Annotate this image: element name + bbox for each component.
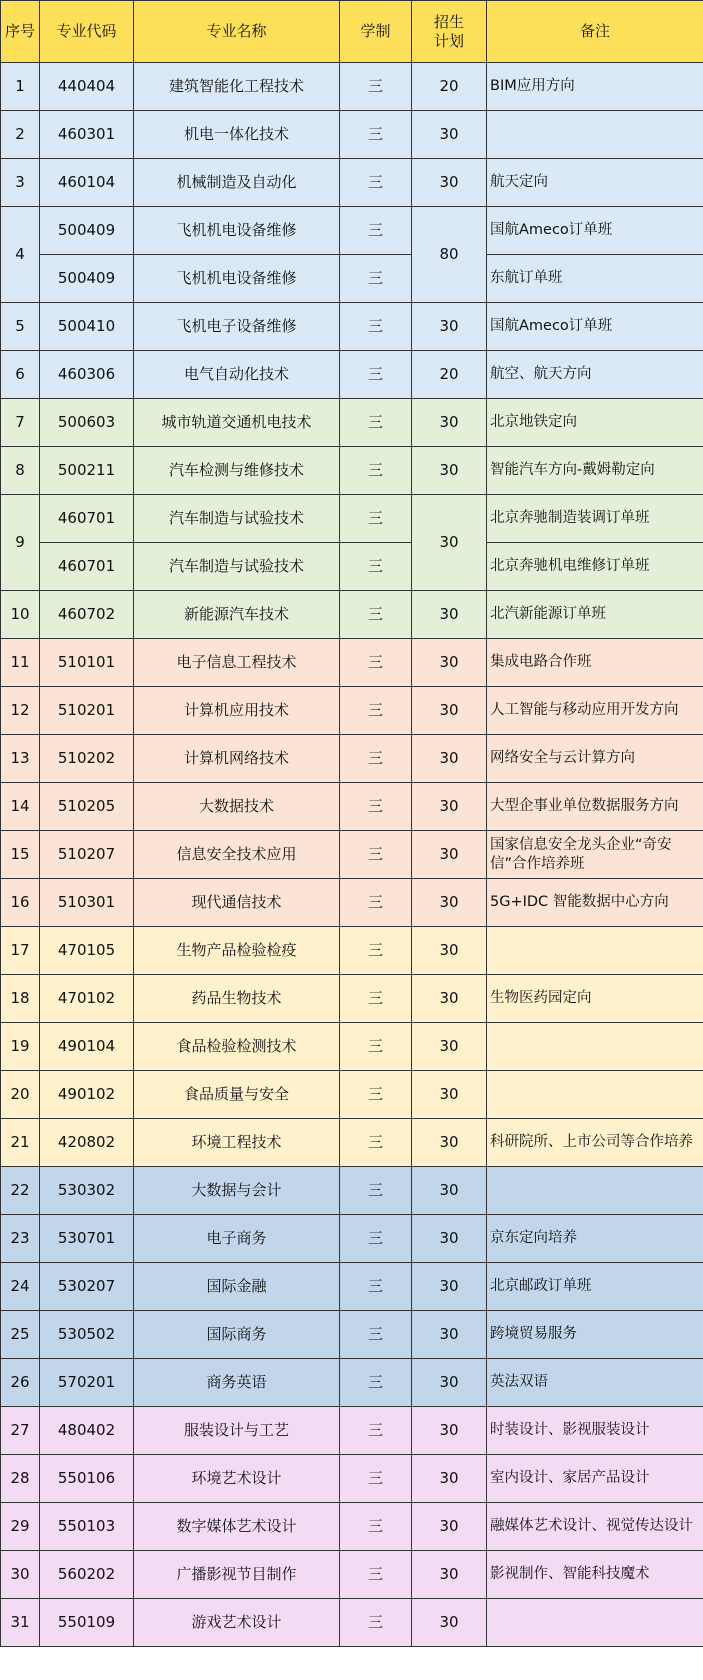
header-plan-line1: 招生: [433, 12, 464, 31]
table-row: [1, 687, 703, 735]
cell-name: 游戏艺术设计: [134, 1599, 340, 1647]
cell-no: 10: [1, 591, 40, 639]
cell-note: 科研院所、上市公司等合作培养: [487, 1119, 703, 1167]
cell-code: 460701: [40, 543, 134, 591]
cell-note: [487, 1023, 703, 1071]
cell-plan: 30: [412, 111, 487, 159]
cell-no: 3: [1, 159, 40, 207]
cell-plan: 30: [412, 1167, 487, 1215]
cell-code: 470105: [40, 927, 134, 975]
table-row: [1, 639, 703, 687]
table-row: [1, 1119, 703, 1167]
cell-code: 490104: [40, 1023, 134, 1071]
cell-name: 飞机机电设备维修: [134, 207, 340, 255]
cell-no: 30: [1, 1551, 40, 1599]
cell-code: 530502: [40, 1311, 134, 1359]
cell-code: 510201: [40, 687, 134, 735]
cell-years: 三: [340, 927, 412, 975]
cell-no: 5: [1, 303, 40, 351]
cell-note: 集成电路合作班: [487, 639, 703, 687]
table-row: [1, 351, 703, 399]
cell-no: 6: [1, 351, 40, 399]
cell-name: 服装设计与工艺: [134, 1407, 340, 1455]
cell-no: 11: [1, 639, 40, 687]
cell-years: 三: [340, 399, 412, 447]
cell-no: 18: [1, 975, 40, 1023]
cell-name: 环境艺术设计: [134, 1455, 340, 1503]
cell-name: 机械制造及自动化: [134, 159, 340, 207]
cell-years: 三: [340, 1263, 412, 1311]
cell-code: 460301: [40, 111, 134, 159]
cell-years: 三: [340, 447, 412, 495]
cell-plan: 30: [412, 1023, 487, 1071]
cell-code: 440404: [40, 63, 134, 111]
cell-plan: 30: [412, 1215, 487, 1263]
cell-code: 560202: [40, 1551, 134, 1599]
cell-years: 三: [340, 63, 412, 111]
cell-code: 510205: [40, 783, 134, 831]
table-row: [1, 1263, 703, 1311]
cell-plan: 30: [412, 1599, 487, 1647]
cell-note: 5G+IDC 智能数据中心方向: [487, 879, 703, 927]
cell-no: 7: [1, 399, 40, 447]
cell-code: 550109: [40, 1599, 134, 1647]
cell-note: 北京地铁定向: [487, 399, 703, 447]
table-row: [1, 1407, 703, 1455]
cell-code: 510207: [40, 831, 134, 879]
header-code: 专业代码: [40, 1, 134, 63]
cell-code: 510202: [40, 735, 134, 783]
cell-plan: 30: [412, 687, 487, 735]
cell-no: 9: [1, 495, 40, 591]
table-row: [1, 1023, 703, 1071]
cell-name: 数字媒体艺术设计: [134, 1503, 340, 1551]
table-row: [1, 783, 703, 831]
cell-years: 三: [340, 879, 412, 927]
table-row: [1, 1215, 703, 1263]
cell-years: 三: [340, 735, 412, 783]
cell-years: 三: [340, 1503, 412, 1551]
table-row: [1, 255, 703, 303]
cell-plan: 30: [412, 1551, 487, 1599]
cell-plan: 30: [412, 1407, 487, 1455]
cell-code: 480402: [40, 1407, 134, 1455]
cell-name: 环境工程技术: [134, 1119, 340, 1167]
cell-note: 融媒体艺术设计、视觉传达设计: [487, 1503, 703, 1551]
cell-name: 大数据与会计: [134, 1167, 340, 1215]
cell-years: 三: [340, 975, 412, 1023]
cell-code: 510301: [40, 879, 134, 927]
cell-note: 国家信息安全龙头企业“奇安信”合作培养班: [487, 831, 703, 879]
cell-note: 智能汽车方向-戴姆勒定向: [487, 447, 703, 495]
cell-note: 北京奔驰制造装调订单班: [487, 495, 703, 543]
cell-note: [487, 1167, 703, 1215]
cell-plan: 30: [412, 1119, 487, 1167]
cell-code: 530701: [40, 1215, 134, 1263]
cell-plan: 30: [412, 879, 487, 927]
cell-plan: 30: [412, 1311, 487, 1359]
cell-no: 24: [1, 1263, 40, 1311]
cell-name: 食品检验检测技术: [134, 1023, 340, 1071]
cell-years: 三: [340, 1311, 412, 1359]
cell-plan: 30: [412, 1455, 487, 1503]
cell-plan: 30: [412, 1071, 487, 1119]
cell-no: 20: [1, 1071, 40, 1119]
header-name: 专业名称: [134, 1, 340, 63]
cell-no: 31: [1, 1599, 40, 1647]
cell-name: 食品质量与安全: [134, 1071, 340, 1119]
cell-name: 广播影视节目制作: [134, 1551, 340, 1599]
table-row: [1, 207, 703, 255]
cell-note: 京东定向培养: [487, 1215, 703, 1263]
cell-name: 电子信息工程技术: [134, 639, 340, 687]
cell-name: 药品生物技术: [134, 975, 340, 1023]
cell-code: 550103: [40, 1503, 134, 1551]
cell-plan: 30: [412, 1359, 487, 1407]
cell-years: 三: [340, 111, 412, 159]
header-no: 序号: [1, 1, 40, 63]
cell-name: 大数据技术: [134, 783, 340, 831]
table-row: [1, 975, 703, 1023]
cell-plan: 30: [412, 927, 487, 975]
cell-years: 三: [340, 1215, 412, 1263]
table-row: [1, 63, 703, 111]
cell-note: 室内设计、家居产品设计: [487, 1455, 703, 1503]
cell-plan: 30: [412, 975, 487, 1023]
header-note: 备注: [487, 1, 703, 63]
cell-note: 航天定向: [487, 159, 703, 207]
cell-note: 英法双语: [487, 1359, 703, 1407]
cell-years: 三: [340, 543, 412, 591]
cell-no: 28: [1, 1455, 40, 1503]
cell-name: 新能源汽车技术: [134, 591, 340, 639]
cell-note: 跨境贸易服务: [487, 1311, 703, 1359]
cell-plan: 30: [412, 399, 487, 447]
cell-code: 570201: [40, 1359, 134, 1407]
cell-no: 2: [1, 111, 40, 159]
cell-plan: 30: [412, 783, 487, 831]
cell-code: 460104: [40, 159, 134, 207]
cell-no: 23: [1, 1215, 40, 1263]
cell-name: 电气自动化技术: [134, 351, 340, 399]
cell-code: 500409: [40, 255, 134, 303]
table-row: [1, 1311, 703, 1359]
cell-code: 530207: [40, 1263, 134, 1311]
table-row: [1, 1359, 703, 1407]
cell-plan: 30: [412, 735, 487, 783]
cell-plan: 30: [412, 303, 487, 351]
cell-no: 22: [1, 1167, 40, 1215]
cell-name: 飞机机电设备维修: [134, 255, 340, 303]
cell-code: 470102: [40, 975, 134, 1023]
cell-code: 500410: [40, 303, 134, 351]
table-row: [1, 399, 703, 447]
cell-note: 东航订单班: [487, 255, 703, 303]
cell-no: 13: [1, 735, 40, 783]
cell-no: 27: [1, 1407, 40, 1455]
cell-note: 人工智能与移动应用开发方向: [487, 687, 703, 735]
cell-plan: 30: [412, 1263, 487, 1311]
cell-note: 国航Ameco订单班: [487, 303, 703, 351]
cell-no: 29: [1, 1503, 40, 1551]
cell-years: 三: [340, 159, 412, 207]
header-plan: [412, 1, 487, 63]
cell-years: 三: [340, 1599, 412, 1647]
cell-code: 550106: [40, 1455, 134, 1503]
cell-code: 500211: [40, 447, 134, 495]
cell-note: 大型企事业单位数据服务方向: [487, 783, 703, 831]
cell-name: 计算机应用技术: [134, 687, 340, 735]
cell-years: 三: [340, 591, 412, 639]
cell-note: 北京奔驰机电维修订单班: [487, 543, 703, 591]
cell-code: 460701: [40, 495, 134, 543]
header-plan-line2: 计划: [433, 31, 464, 50]
cell-note: BIM应用方向: [487, 63, 703, 111]
cell-no: 26: [1, 1359, 40, 1407]
cell-note: [487, 1599, 703, 1647]
cell-years: 三: [340, 255, 412, 303]
cell-plan: 20: [412, 351, 487, 399]
cell-plan: 30: [412, 1503, 487, 1551]
cell-name: 信息安全技术应用: [134, 831, 340, 879]
cell-name: 生物产品检验检疫: [134, 927, 340, 975]
cell-name: 城市轨道交通机电技术: [134, 399, 340, 447]
cell-years: 三: [340, 1455, 412, 1503]
cell-years: 三: [340, 495, 412, 543]
cell-plan: 30: [412, 495, 487, 591]
table-row: [1, 1503, 703, 1551]
cell-years: 三: [340, 639, 412, 687]
cell-code: 530302: [40, 1167, 134, 1215]
cell-no: 25: [1, 1311, 40, 1359]
table-row: [1, 879, 703, 927]
cell-note: [487, 1071, 703, 1119]
cell-plan: 30: [412, 831, 487, 879]
table-row: [1, 111, 703, 159]
cell-note: 北汽新能源订单班: [487, 591, 703, 639]
cell-plan: 30: [412, 159, 487, 207]
cell-name: 建筑智能化工程技术: [134, 63, 340, 111]
cell-plan: 80: [412, 207, 487, 303]
cell-code: 460702: [40, 591, 134, 639]
table-row: [1, 495, 703, 543]
cell-name: 计算机网络技术: [134, 735, 340, 783]
cell-no: 14: [1, 783, 40, 831]
cell-code: 500603: [40, 399, 134, 447]
table-row: [1, 159, 703, 207]
cell-name: 电子商务: [134, 1215, 340, 1263]
cell-code: 420802: [40, 1119, 134, 1167]
cell-no: 4: [1, 207, 40, 303]
cell-years: 三: [340, 207, 412, 255]
cell-no: 8: [1, 447, 40, 495]
cell-note: 生物医药园定向: [487, 975, 703, 1023]
table-row: [1, 831, 703, 879]
cell-years: 三: [340, 687, 412, 735]
table-row: [1, 1167, 703, 1215]
cell-no: 1: [1, 63, 40, 111]
cell-no: 12: [1, 687, 40, 735]
cell-name: 汽车制造与试验技术: [134, 495, 340, 543]
cell-code: 460306: [40, 351, 134, 399]
cell-name: 飞机电子设备维修: [134, 303, 340, 351]
cell-no: 16: [1, 879, 40, 927]
table-row: [1, 1599, 703, 1647]
cell-name: 商务英语: [134, 1359, 340, 1407]
cell-plan: 20: [412, 63, 487, 111]
cell-years: 三: [340, 1071, 412, 1119]
table-row: [1, 735, 703, 783]
table-body: [1, 63, 703, 1647]
cell-name: 国际金融: [134, 1263, 340, 1311]
cell-note: 国航Ameco订单班: [487, 207, 703, 255]
cell-no: 21: [1, 1119, 40, 1167]
cell-code: 500409: [40, 207, 134, 255]
table-row: [1, 303, 703, 351]
cell-years: 三: [340, 1023, 412, 1071]
cell-note: 影视制作、智能科技魔术: [487, 1551, 703, 1599]
table-row: [1, 927, 703, 975]
cell-years: 三: [340, 351, 412, 399]
table-row: [1, 1551, 703, 1599]
cell-note: 网络安全与云计算方向: [487, 735, 703, 783]
cell-years: 三: [340, 1359, 412, 1407]
cell-note: 时装设计、影视服装设计: [487, 1407, 703, 1455]
cell-years: 三: [340, 1551, 412, 1599]
cell-plan: 30: [412, 447, 487, 495]
cell-years: 三: [340, 1407, 412, 1455]
table-header-row: [1, 1, 703, 63]
cell-no: 15: [1, 831, 40, 879]
table-row: [1, 1455, 703, 1503]
cell-note: [487, 927, 703, 975]
table-row: [1, 591, 703, 639]
cell-years: 三: [340, 303, 412, 351]
table-row: [1, 1071, 703, 1119]
cell-code: 490102: [40, 1071, 134, 1119]
cell-code: 510101: [40, 639, 134, 687]
cell-name: 机电一体化技术: [134, 111, 340, 159]
cell-name: 汽车制造与试验技术: [134, 543, 340, 591]
cell-no: 17: [1, 927, 40, 975]
cell-plan: 30: [412, 639, 487, 687]
cell-years: 三: [340, 783, 412, 831]
table-row: [1, 447, 703, 495]
cell-years: 三: [340, 1167, 412, 1215]
cell-years: 三: [340, 831, 412, 879]
cell-no: 19: [1, 1023, 40, 1071]
cell-name: 汽车检测与维修技术: [134, 447, 340, 495]
table-row: [1, 543, 703, 591]
header-years: 学制: [340, 1, 412, 63]
cell-years: 三: [340, 1119, 412, 1167]
cell-plan: 30: [412, 591, 487, 639]
cell-note: 北京邮政订单班: [487, 1263, 703, 1311]
cell-name: 现代通信技术: [134, 879, 340, 927]
cell-name: 国际商务: [134, 1311, 340, 1359]
cell-note: 航空、航天方向: [487, 351, 703, 399]
cell-note: [487, 111, 703, 159]
